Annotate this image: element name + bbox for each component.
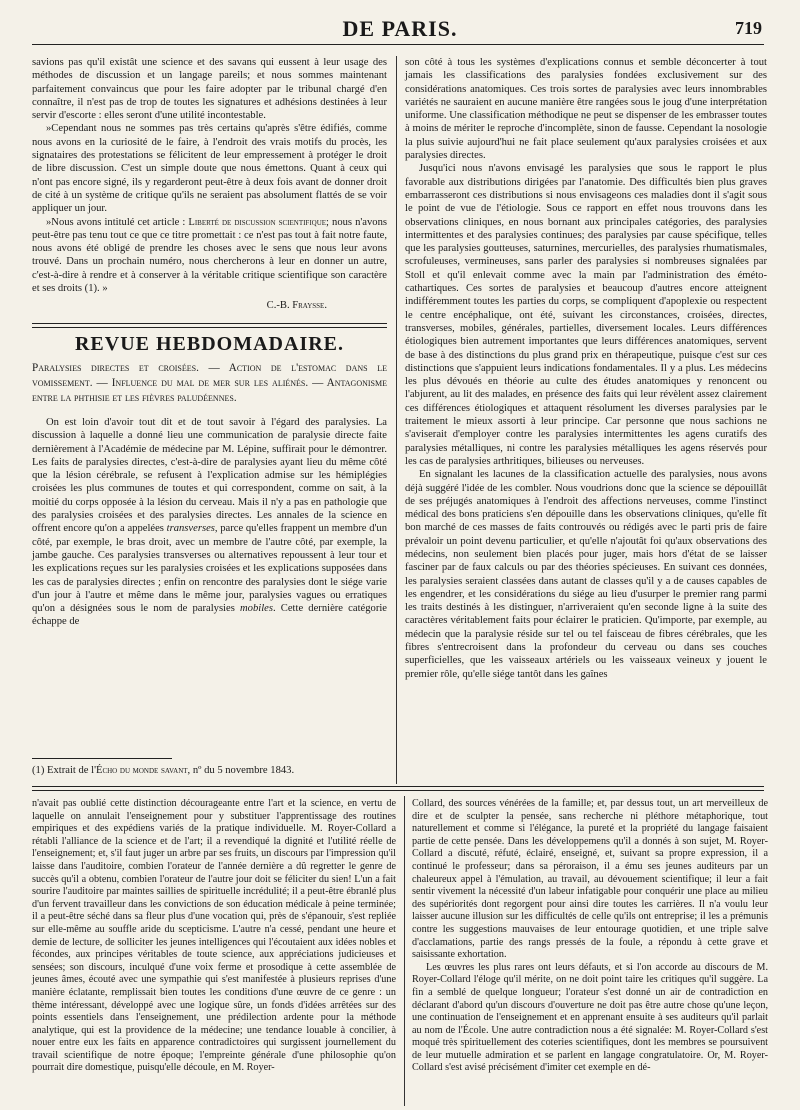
text-span: On est loin d'avoir tout dit et de tout savoir à l'égard des paralysies. La discussion à laquelle a donné lieu une communication de paralysie directe faite dernièrement à l'Académie de médecine par M. Lépine, suffirait pour le démontrer. Les faits de paralysies directes, c'est-à-dire de paralysies ayant lieu du même côté que la lésion cérébrale, se refusent à l'explication admise sur les hémiplégies croisées les plus communes de toutes et qui correspondent, comme on sait, à la moitié du corps opposée à la lésion du cerveau. Mais il n'y a pas en pathologie que des paralysies croisées et des paralysies directes. Les annales de la science en offrent encore qu'on a appelées — [32, 416, 387, 535]
paragraph: Collard, des sources vénérées de la famille; et, par dessus tout, un art merveilleux de dire et de sculpter la pensée, sans recherche ni pléthore métaphorique, tout naturellement et comme si l'élégance, la pureté et la propriété du langage faisaient partie de cette pensée. Dans les développemens qu'il a donnés à son sujet, M. Royer-Collard a discuté, réfuté, éclairé, enseigné, et, suivant sa propre expression, il a continué le professeur; dans sa péroraison, il a ému ses jeunes auditeurs par un chaleureux appel à l'émulation, au travail, au dévouement scientifique; il leur a fait sentir vivement la nécessité d'un labeur infatigable pour conquérir une place au milieu des supériorités dont regorgent pour ainsi dire toutes les carrières. Il n'a voulu leur laisser aucune illusion sur les difficultés de celle qu'ils ont entreprise; il les a prémunis contre les suggestions mauvaises de leur entourage quotidien, et une triple salve d'acclamations, partie des rangs pressés de la foule, a répondu à cette grave et saisissante exhortation. — [412, 798, 768, 961]
paragraph: »Cependant nous ne sommes pas très certains qu'après s'être édifiés, comme nous avons en la curiosité de le faire, à l'endroit des vrais motifs du procès, les signataires des protestations se félicitent de leur empressement à protéger le droit de libre discussion. C'est un simple doute que nous émettons. Quant à ceux qui n'ont pas encore signé, ils y regarderont peut-être à deux fois avant de donner droit de cité à un système de critique qu'ils ne seraient pas absolument flattés de se voir appliquer un jour. — [32, 123, 387, 215]
footnote-source: Écho du monde savant — [95, 765, 188, 776]
column-divider — [396, 56, 397, 784]
section-summary: Paralysies directes et croisées. — Action de l'estomac dans le vomissement. — Influence du mal de mer sur les aliénés. — Antagonisme entre la phthisie et les fièvres paludéennes. — [32, 361, 387, 404]
section-heading: REVUE HEBDOMADAIRE. — [74, 332, 345, 355]
italic-term: mobiles — [240, 603, 273, 615]
right-column — [405, 56, 767, 681]
feuilleton-rule — [32, 786, 764, 787]
footnote — [32, 765, 294, 776]
page-header-title: DE PARIS. — [342, 16, 458, 41]
feuilleton-rule — [32, 790, 764, 791]
bottom-left-column — [32, 798, 396, 1075]
paragraph: Jusqu'ici nous n'avons envisagé les paralysies que sous le rapport le plus favorable aux distributions dirigées par l'anatomie. Des difficultés bien plus graves embarrasseront ces distributions si nous envisageons ces maladies dont il s'agit sous le point de vue de l'étiologie. Sous ce rapport en effet nous trouvons dans les observations cliniques, en nous bornant aux principales catégories, des paralysies intermittentes et des paralysies continues; des paralysies par cause spécifique, telles que les paralysies goutteuses, saturnines, mercurielles, des paralysies rhumatismales, scrofuleuses, vermineuses, sans parler des paralysies si nombreuses signalées par Stoll et qu'il enlevait comme avec la main par l'administration des éméto-cathartiques. Ces sortes de paralysies et beaucoup d'autres encore atteignent indifféremment toutes les parties du corps, se compliquent d'apoplexie ou respectent le centre encéphalique, ont été, suivant les circonstances, croisées, directes, transverses, mobiles, générales, partielles, diversement locales. Leurs différences étiologiques bien autrement importantes que leurs différences anatomiques, servent de base à des distinctions du plus grand prix en thérapeutique, puisque c'est sur ces distinctions que s'appuient leurs indications fondamentales. Il y a plus. Les médecins les plus dévoués en théorie au culte des études anatomiques y renoncent ou l'abjurent, au lit des malades, en présence des faits qui leur révèlent assez clairement ces différences étiologiques et attaquent résolument les diverses paralysies par le traitement le mieux assorti à leur principe. Car personne que nous sachions ne s'aviserait d'employer contre les paralysies intermittentes les agens curatifs des paralysies métalliques, ni contre les paralysies métalliques les agens réservés pour les cas de paralysies arthritiques, bilieuses ou nerveuses. — [405, 163, 767, 467]
paragraph — [32, 416, 387, 629]
italic-term: transverses — [166, 523, 215, 535]
paragraph: En signalant les lacunes de la classification actuelle des paralysies, nous avons déjà suggéré l'idée de les combler. Nous voudrions donc que la science se dépouillât de ses préjugés anatomiques à l'endroit des affections nerveuses, comme l'instinct médical des bons praticiens s'en dépouille dans les observations cliniques, qu'elle fît bon marché de ces masses de faits controuvés ou rédigés avec le parti pris de faire prévaloir un point devenu particulier, et qu'elle n'ajoutât foi qu'aux observations des médecins, non seulement bien placés pour juger, mais hors d'état de se laisser fasciner par de faux calculs ou par des théories spécieuses. En suivant ces données, les paralysies seraient classées dans autant de classes qu'il y a de causes capables de les engendrer, et les considérations du siége au lieu d'usurper le premier rang parmi les traits destinés à les distinguer, n'arriveraient qu'en seconde ligne à la suite des caractères véritablement faits pour éclairer le praticien. Qu'importe, par exemple, au médecin que la paralysie réside sur tel ou tel faisceau de fibres cérébrales, que les fibres s'entrecroisent dans la profondeur du cerveau ou dans ses couches superficielles, que les vaisseaux artériels ou les vaisseaux veineux y jouent le premier rôle, qu'elle siége tantôt dans les gaînes — [405, 469, 767, 680]
text-span: , parce qu'elles frappent un membre d'un côté, par exemple, le bras droit, avec un membre de l'autre côté, par exemple, la jambe gauche. Ces paralysies transverses ou alternatives repoussent à leur tour et les explications reçues sur les paralysies croisées et les explications supposées dans les cas de paralysies directes ; enfin on rencontre des paralysies dont le siége varie d'un jour à l'autre et même dans le même jour, paralysies vagues ou erratiques qu'on a désignées sous le nom de paralysies — [32, 523, 388, 615]
header-rule — [32, 44, 764, 45]
left-column — [32, 56, 387, 629]
column-divider — [404, 796, 405, 1106]
text-span: . Cette dernière catégorie échappe de — [32, 603, 387, 628]
paragraph: Les œuvres les plus rares ont leurs défauts, et si l'on accorde au discours de M. Royer-Collard l'éloge qu'il mérite, on ne doit point taire les critiques qu'il suggère. La fin a semblé de quelque longueur; l'orateur s'est donné un air de contradiction en déclarant d'abord qu'un discours d'ouverture ne doit pas être autre chose qu'une leçon, une continuation de l'enseignement et en apprenant ensuite à ses auditeurs qu'il parlait au nom de l'École. Une autre contradiction nous a été signalée: M. Royer-Collard s'est moqué très spirituellement des coteries scientifiques, dont les membres se poursuivent de leur mutuelle admiration et se parlent en langage congratulatoire. Or, M. Royer-Collard s'est avisé précisément d'imiter cet exemple en dé- — [412, 961, 768, 1074]
footnote-rule — [32, 758, 172, 759]
text-span: ; nous n'avons peut-être pas tenu tout ce que ce titre promettait : ce n'est pas tout à fait notre faute, nous avons été obligé de prendre les choses avec le sens que nous leur avons trouvé. Dans un prochain numéro, nous chercherons à leur en donner un autre, c'est-à-dire à rendre et à conserver à la véritable critique scientifique son caractère et ses droits (1). » — [32, 216, 387, 295]
article-title-caps: Liberté de discussion scientifique — [188, 216, 327, 228]
author-signature: C.-B. Fraysse. — [266, 300, 327, 312]
text-span: »Nous avons intitulé cet article : — [46, 216, 189, 228]
paragraph: n'avait pas oublié cette distinction décourageante entre l'art et la science, en vertu de laquelle on annulait l'enseignement pour y substituer l'apprentissage des routines empiriques et des expédiens variés de la pratique individuelle. M. Royer-Collard a rétabli l'alliance de la science et de l'art; il a revendiqué la dignité et l'utilité réelle de l'enseignement; et, s'il faut juger un arbre par ses fruits, un discours par l'impression qu'il laisse dans l'auditoire, combien l'orateur de l'année dernière a dû regretter le genre de succès qu'il a obtenu, combien l'orateur de l'autre jour doit se féliciter du sien! L'un a fait sourire l'auditoire par maintes saillies de spirituelle incrédulité; il a peut-être ébranlé plus d'un fervent travailleur dans les convictions de son éducation médicale à peine terminée; il a peut-être séché dans sa fleur plus d'une vocation qui, près de s'épanouir, s'est repliée sur elle-même au souffle aride du scepticisme. L'autre n'a cessé, pendant une heure et demie de lecture, de solliciter les jeunes intelligences qui l'écoutaient aux idées nobles et fécondes, aux principes véritables de toute science, aux appréciations judicieuses et sensées; son discours, inculqué d'une voix ferme et prosodique à cette assemblée de jeunes âmes, écouté avec une sympathie qui s'est manifestée à plusieurs reprises d'une manière éclatante, remplissait bien toutes les conditions d'une œuvre de ce genre : un thème intéressant, développé avec une logique sûre, un fonds d'idées arrêtées sur des points essentiels dans l'enseignement, une prédilection ardente pour la méthode analytique, qui est la providence de la médecine; une tendance louable à concilier, à nouer entre eux les faits en apparence contradictoires qui surgissent journellement du travail scientifique de notre époque; l'empreinte générale d'une philosophie qu'on pourrait dire domestique, puisqu'elle découle, en M. Royer- — [32, 798, 396, 1074]
paragraph — [32, 216, 387, 296]
section-double-rule — [32, 323, 387, 328]
footnote-text: , nº du 5 novembre 1843. — [187, 765, 295, 776]
footnote-text: (1) Extrait de l' — [32, 765, 96, 776]
bottom-right-column — [412, 798, 768, 1075]
paragraph: son côté à tous les systèmes d'explications connus et semble déconcerter à tout jamais les classifications des paralysies fondées exclusivement sur des considérations anatomiques. Ces trois sortes de paralysies avec leurs innombrables variétés ne sauraient en aucune manière être rangées sous le joug d'une interprétation uniforme. Une classification méthodique ne peut se dispenser de les embrasser toutes à moins de mériter le reproche d'incomplète, sinon de fausse. Cependant la nosologie la plus suivie aujourd'hui ne fait place seulement qu'aux paralysies croisées et aux paralysies directes. — [405, 57, 767, 162]
paragraph: savions pas qu'il existât une science et des savans qui eussent à leur usage des méthodes de discussion et un langage pareils; et nous sommes maintenant parfaitement convaincus que pour les faire adopter par le tribunal chargé d'en connaître, il n'est pas de trop de toutes les signatures et adhésions destinées à leur servir d'escorte : elles seront d'une utilité incontestable. — [32, 57, 387, 122]
page-number: 719 — [735, 18, 762, 38]
